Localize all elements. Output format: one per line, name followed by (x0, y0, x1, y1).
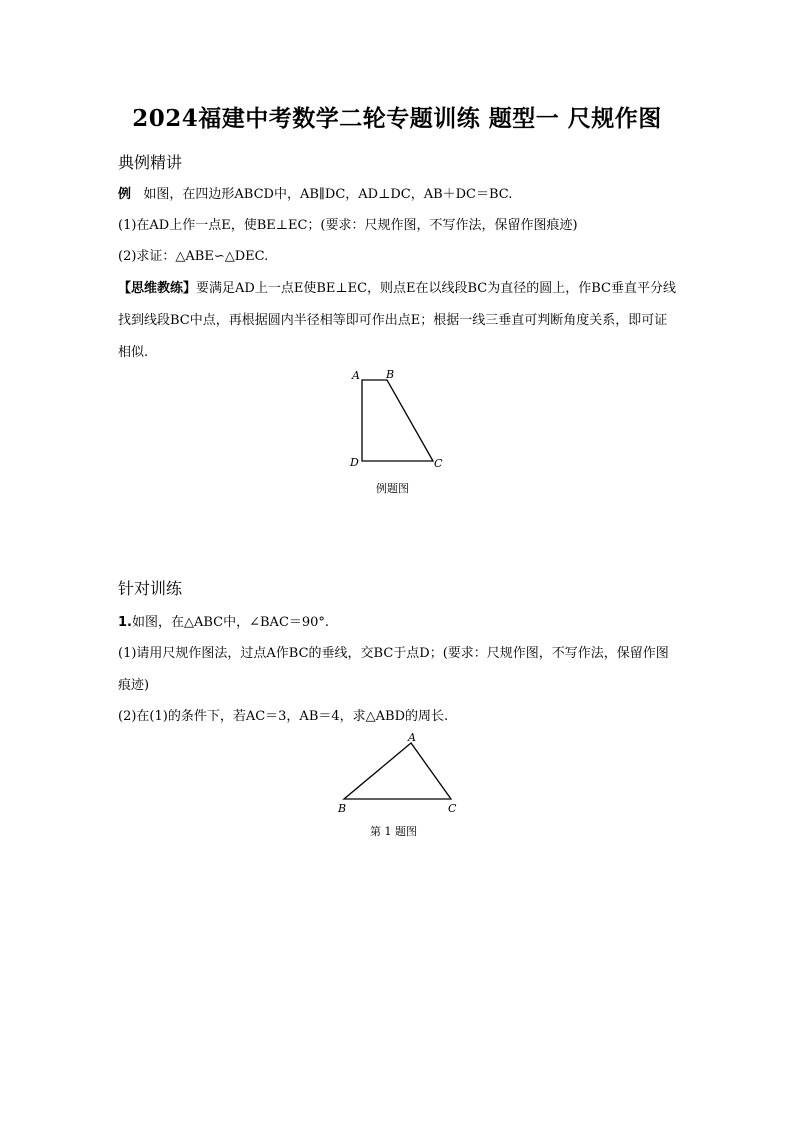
vertex-label-a: A (352, 369, 360, 382)
thinking-coach-hint (118, 273, 678, 369)
problem-1-question-1: (1)请用尺规作图法，过点A作BC的垂线，交BC于点D；(要求：尺规作图，不写作法，保留作图痕迹) (118, 646, 669, 693)
triangle-abc (344, 743, 451, 799)
example-statement (118, 186, 512, 204)
example-figure-caption: 例题图 (376, 482, 409, 495)
problem-1-figure-caption: 第 1 题图 (370, 825, 417, 838)
problem-1-statement (118, 614, 329, 632)
vertex-label-b: B (386, 368, 395, 381)
problem-1-text: 如图，在△ABC中，∠BAC＝90°. (131, 615, 330, 630)
problem-1-figure (330, 728, 470, 818)
example-text: 如图，在四边形ABCD中，AB∥DC，AD⊥DC，AB＋DC＝BC. (143, 187, 513, 202)
section-heading-examples: 典例精讲 (118, 153, 183, 172)
example-question-2: (2)求证：△ABE∽△DEC. (118, 249, 269, 264)
section-heading-practice: 针对训练 (118, 579, 183, 598)
example-figure (340, 362, 460, 472)
page-title: 2024福建中考数学二轮专题训练 题型一 尺规作图 (132, 105, 662, 132)
vertex-label-c: C (434, 457, 443, 470)
vertex-label-b: B (338, 802, 347, 815)
problem-1-question-2: (2)在(1)的条件下，若AC＝3，AB＝4，求△ABD的周长. (118, 709, 449, 724)
vertex-label-a: A (408, 731, 416, 744)
vertex-label-c: C (448, 802, 457, 815)
hint-label: 【思维教练】 (118, 281, 197, 296)
vertex-label-d: D (350, 456, 359, 469)
problem-number: 1. (118, 615, 132, 630)
example-question-1: (1)在AD上作一点E，使BE⊥EC；(要求：尺规作图，不写作法，保留作图痕迹) (118, 218, 578, 233)
example-label: 例 (118, 187, 132, 202)
hint-text: 要满足AD上一点E使BE⊥EC，则点E在以线段BC为直径的圆上，作BC垂直平分线找到线段BC中点，再根据圆内半径相等即可作出点E；根据一线三垂直可判断角度关系，即可证相似. (118, 281, 676, 360)
trapezoid-abcd (362, 380, 433, 461)
